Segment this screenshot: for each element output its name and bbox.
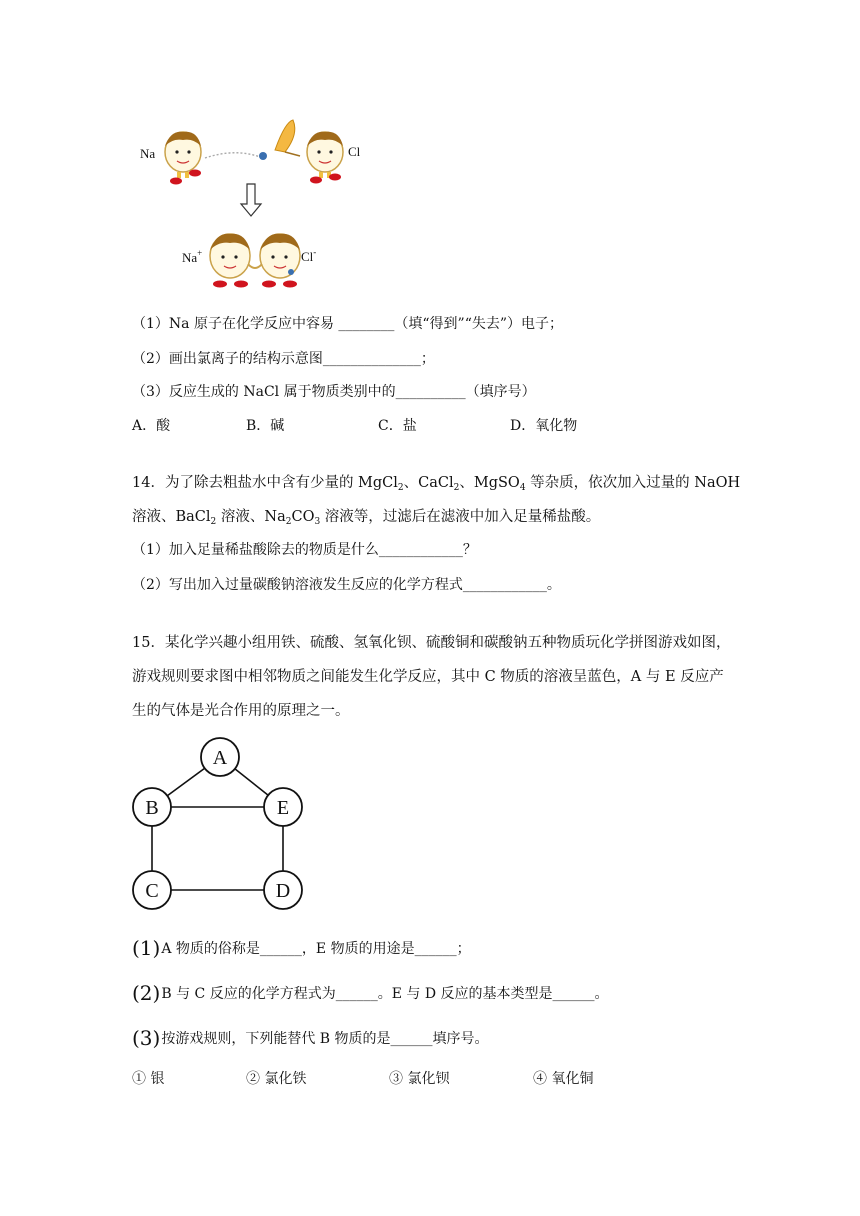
na-label: Na [140,146,156,161]
q13-option-a: A．酸 [132,418,171,434]
cl-label: Cl [348,144,361,159]
node-e-label: E [276,797,290,819]
down-arrow-icon [241,184,261,216]
q15-part1: (1)A 物质的俗称是______，E 物质的用途是______； [132,936,471,960]
node-d-label: D [275,880,291,902]
q15-option-2: ② 氯化铁 [246,1071,307,1087]
q14-stem-line1: 14．为了除去粗盐水中含有少量的 MgCl$_2$、CaCl$_2$、MgSO$_4$ 等杂质，依次加入过量的 NaOH [132,475,741,493]
electron-icon [259,152,267,160]
node-c-label: C [145,880,159,902]
q15-option-3: ③ 氯化钡 [389,1071,450,1087]
q15-part3: (3)按游戏规则，下列能替代 B 物质的是______填序号。 [132,1026,489,1050]
q15-stem-line3: 生的气体是光合作用的原理之一。 [132,703,350,719]
q13-option-d: D．氧化物 [510,418,578,434]
na-cl-reaction-figure [135,112,375,297]
q15-part2: (2)B 与 C 反应的化学方程式为______。E 与 D 反应的基本类型是______。 [132,981,609,1005]
q15-option-1: ① 银 [132,1071,165,1087]
reaction-graph-diagram [125,730,315,915]
q14-stem-line2: 溶液、BaCl$_2$ 溶液、$Na_2CO_3$ 溶液等，过滤后在滤液中加入足量稀盐酸。 [132,509,601,527]
cl-ion-label: Cl- [301,247,317,264]
na-cl-ion-pair-cartoon [210,234,300,288]
na-ion-label: Na+ [182,248,203,265]
na-atom-cartoon [165,132,201,185]
q15-stem-line2: 游戏规则要求图中相邻物质之间能发生化学反应，其中 C 物质的溶液呈蓝色，A 与 E 反应产 [132,669,724,685]
q13-part1: （1）Na 原子在化学反应中容易 ________（填“得到”“失去”）电子； [132,316,564,332]
cl-atom-cartoon [275,120,343,184]
q13-option-b: B．碱 [246,418,285,434]
q13-part3: （3）反应生成的 NaCl 属于物质类别中的__________（填序号） [132,384,536,400]
node-a-label: A [212,747,228,769]
q14-part1: （1）加入足量稀盐酸除去的物质是什么____________？ [132,542,477,558]
q15-option-4: ④ 氧化铜 [533,1071,594,1087]
node-b-label: B [145,797,159,819]
q14-part2: （2）写出加入过量碳酸钠溶液发生反应的化学方程式____________。 [132,577,561,593]
q13-option-c: C．盐 [378,418,417,434]
q13-part2: （2）画出氯离子的结构示意图______________； [132,351,435,367]
q15-stem-line1: 15．某化学兴趣小组用铁、硫酸、氢氧化钡、硫酸铜和碳酸钠五种物质玩化学拼图游戏如图， [132,635,731,651]
